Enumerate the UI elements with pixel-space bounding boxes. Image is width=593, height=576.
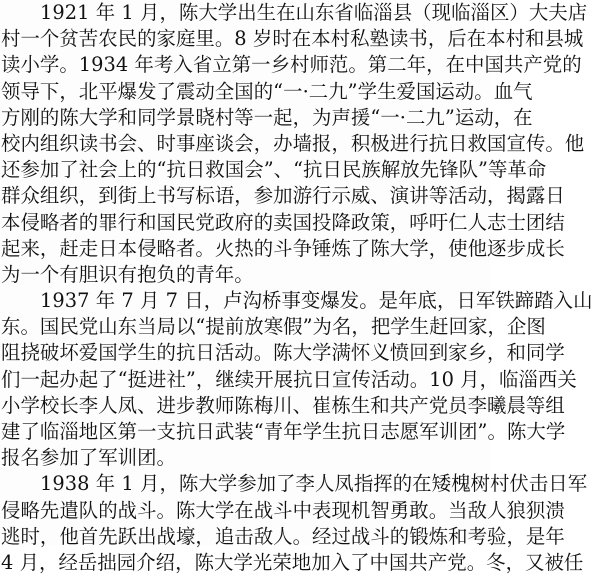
text-line: 村一个贫苦农民的家庭里。8 岁时在本村私塾读书，后在本村和县城 bbox=[1, 27, 584, 51]
text-line: 1921 年 1 月，陈大学出生在山东省临淄县（现临淄区）大夫店 bbox=[40, 1, 588, 24]
text-line: 本侵略者的罪行和国民党政府的卖国投降政策，呼吁仁人志士团结 bbox=[1, 210, 565, 234]
text-line: 们一起办起了“挺进社”，继续开展抗日宣传活动。10 月，临淄西关 bbox=[1, 367, 577, 391]
text-line: 群众组织，到街上书写标语，参加游行示威、演讲等活动，揭露日 bbox=[1, 184, 565, 208]
text-line: 逃时，他首先跃出战壕，追击敌人。经过战斗的锻炼和考验，是年 bbox=[1, 524, 565, 548]
text-line: 领导下，北平爆发了震动全国的“一·二九”学生爱国运动。血气 bbox=[1, 79, 533, 103]
paragraph-1 bbox=[0, 0, 588, 288]
text-line: 小学校长李人凤、进步教师陈梅川、崔栋生和共产党员李曦晨等组 bbox=[1, 393, 565, 417]
text-line: 阻挠破坏爱国学生的抗日活动。陈大学满怀义愤回到家乡，和同学 bbox=[1, 341, 565, 365]
text-line: 4 月，经岳拙园介绍，陈大学光荣地加入了中国共产党。冬，又被任 bbox=[1, 550, 584, 574]
text-line: 起来，赶走日本侵略者。火热的斗争锤炼了陈大学，使他逐步成长 bbox=[1, 236, 565, 260]
paragraph-2 bbox=[0, 288, 593, 471]
text-line: 方刚的陈大学和同学景晓村等一起，为声援“一·二九”运动，在 bbox=[1, 105, 533, 129]
paragraph-3 bbox=[0, 471, 588, 576]
text-line: 侵略先遣队的战斗。陈大学在战斗中表现机智勇敢。当敌人狼狈溃 bbox=[1, 498, 565, 522]
text-line: 校内组织读书会、时事座谈会，办墙报，积极进行抗日救国宣传。他 bbox=[1, 131, 585, 155]
text-line: 1937 年 7 月 7 日，卢沟桥事变爆发。是年底，日军铁蹄踏入山 bbox=[40, 289, 593, 313]
text-line: 建了临淄地区第一支抗日武装“青年学生抗日志愿军训团”。陈大学 bbox=[1, 420, 566, 443]
text-line: 东。国民党山东当局以“提前放寒假”为名，把学生赶回家，企图 bbox=[1, 315, 546, 339]
text-line: 报名参加了军训团。 bbox=[1, 446, 176, 470]
text-line: 1938 年 1 月，陈大学参加了李人凤指挥的在矮槐树村伏击日军 bbox=[40, 472, 588, 496]
text-line: 还参加了社会上的“抗日救国会”、“抗日民族解放先锋队”等革命 bbox=[1, 158, 547, 182]
text-line: 读小学。1934 年考入省立第一乡村师范。第二年，在中国共产党的 bbox=[1, 53, 582, 77]
text-line: 为一个有胆识有抱负的青年。 bbox=[1, 262, 254, 286]
